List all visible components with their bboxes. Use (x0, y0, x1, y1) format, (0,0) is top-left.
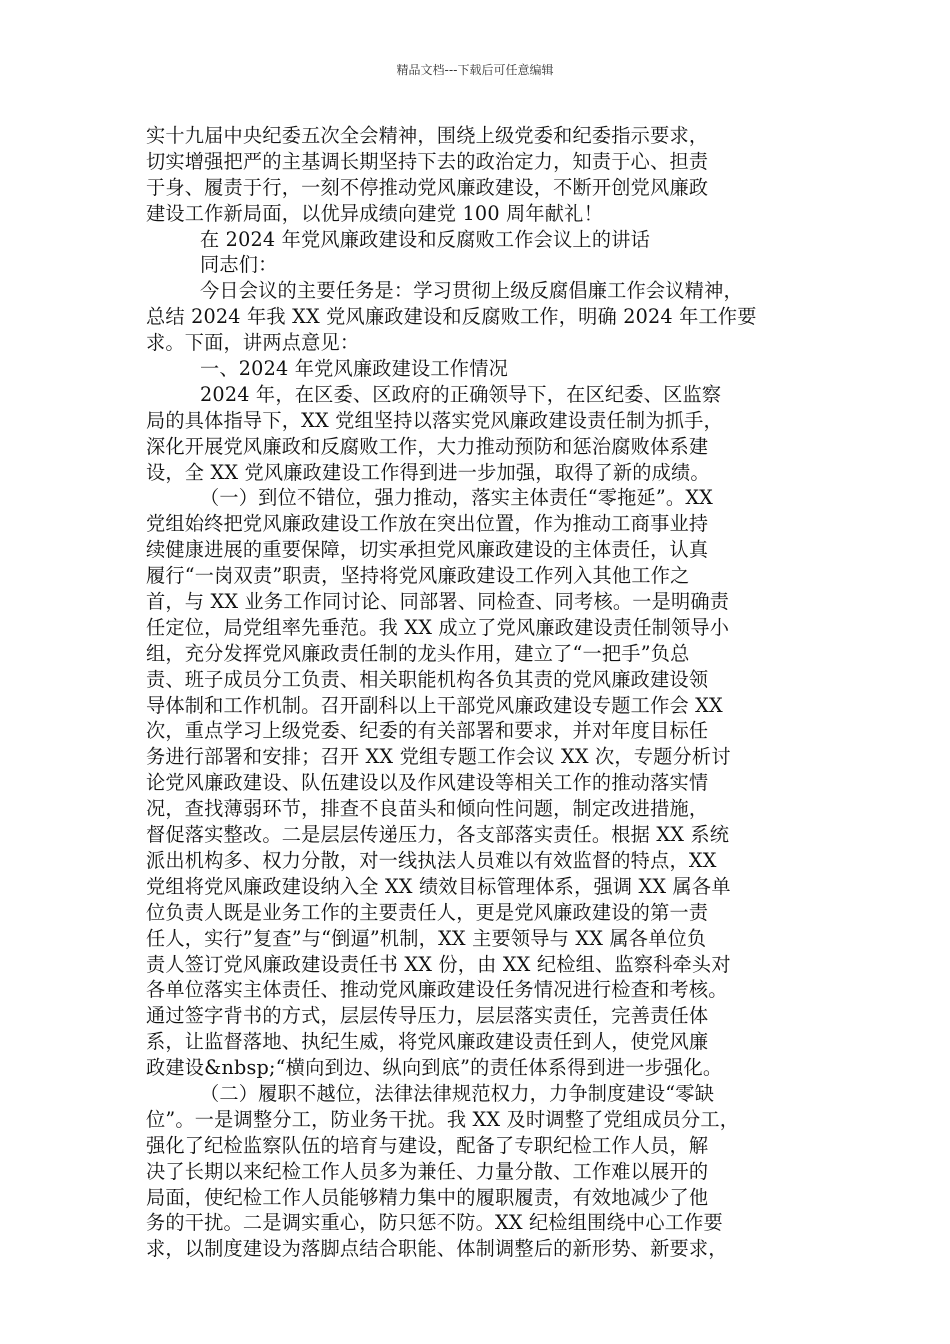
text-line: 建设工作新局面，以优异成绩向建党 100 周年献礼！ (146, 201, 603, 225)
text-line: 求，以制度建设为落脚点结合职能、体制调整后的新形势、新要求， (146, 1237, 728, 1261)
text-line: 今日会议的主要任务是：学习贯彻上级反腐倡廉工作会议精神， (200, 279, 743, 303)
text-line: 党组始终把党风廉政建设工作放在突出位置，作为推动工商事业持 (146, 512, 709, 536)
text-line: 党组将党风廉政建设纳入全 XX 绩效目标管理体系，强调 XX 属各单 (146, 874, 731, 898)
text-line: 次，重点学习上级党委、纪委的有关部署和要求，并对年度目标任 (146, 719, 709, 743)
text-line: 任定位，局党组率先垂范。我 XX 成立了党风廉政建设责任制领导小 (146, 615, 730, 639)
text-line: 务的干扰。二是调实重心，防只惩不防。XX 纪检组围绕中心工作要 (146, 1211, 723, 1235)
text-line: 强化了纪检监察队伍的培育与建设，配备了专职纪检工作人员，解 (146, 1133, 709, 1157)
text-line: 任人，实行”复查”与“倒逼”机制，XX 主要领导与 XX 属各单位负 (146, 926, 707, 950)
text-line: 责、班子成员分工负责、相关职能机构各负其责的党风廉政建设领 (146, 667, 709, 691)
text-line: 续健康进展的重要保障，切实承担党风廉政建设的主体责任，认真 (146, 538, 709, 562)
text-line: 务进行部署和安排；召开 XX 党组专题工作会议 XX 次，专题分析讨 (146, 745, 731, 769)
text-line: 2024 年，在区委、区政府的正确领导下，在区纪委、区监察 (200, 382, 722, 406)
text-line: 总结 2024 年我 XX 党风廉政建设和反腐败工作，明确 2024 年工作要 (146, 305, 757, 329)
text-line: 系，让监督落地、执纪生威，将党风廉政建设责任到人，使党风廉 (146, 1030, 709, 1054)
speech-title: 在 2024 年党风廉政建设和反腐败工作会议上的讲话 (200, 227, 650, 251)
subsection-line: （二）履职不越位，法律法律规范权力，力争制度建设“零缺 (200, 1081, 715, 1105)
page-header: 精品文档---下载后可任意编辑 (396, 63, 554, 77)
text-line: 切实增强把严的主基调长期坚持下去的政治定力，知责于心、担责 (146, 149, 709, 173)
document-body (146, 123, 826, 1262)
text-line: 督促落实整改。二是层层传递压力，各支部落实责任。根据 XX 系统 (146, 823, 730, 847)
salutation: 同志们： (200, 253, 278, 277)
text-line: 位”。一是调整分工，防业务干扰。我 XX 及时调整了党组成员分工， (146, 1107, 740, 1131)
text-line: 于身、履责于行，一刻不停推动党风廉政建设，不断开创党风廉政 (146, 175, 709, 199)
section-heading: 一、2024 年党风廉政建设工作情况 (200, 357, 508, 381)
text-line: 首，与 XX 业务工作同讨论、同部署、同检查、同考核。一是明确责 (146, 590, 730, 614)
text-line: 深化开展党风廉政和反腐败工作，大力推动预防和惩治腐败体系建 (146, 434, 709, 458)
subsection-line: （一）到位不错位，强力推动，落实主体责任“零拖延”。XX (200, 486, 714, 510)
text-line: 实十九届中央纪委五次全会精神，围绕上级党委和纪委指示要求， (146, 124, 709, 147)
text-line: 设，全 XX 党风廉政建设工作得到进一步加强，取得了新的成绩。 (146, 460, 710, 484)
text-line: 导体制和工作机制。召开副科以上干部党风廉政建设专题工作会 XX (146, 693, 723, 717)
text-line: 通过签字背书的方式，层层传导压力，层层落实责任，完善责任体 (146, 1004, 709, 1028)
text-line: 决了长期以来纪检工作人员多为兼任、力量分散、工作难以展开的 (146, 1159, 709, 1183)
text-line: 位负责人既是业务工作的主要责任人，更是党风廉政建设的第一责 (146, 900, 709, 924)
text-line: 局的具体指导下，XX 党组坚持以落实党风廉政建设责任制为抓手， (146, 408, 723, 432)
text-line: 责人签订党风廉政建设责任书 XX 份，由 XX 纪检组、监察科牵头对 (146, 952, 731, 976)
text-line: 各单位落实主体责任、推动党风廉政建设任务情况进行检查和考核。 (146, 978, 728, 1002)
text-line: 局面，使纪检工作人员能够精力集中的履职履责，有效地减少了他 (146, 1185, 709, 1209)
text-line: 履行“一岗双责”职责，坚持将党风廉政建设工作列入其他工作之 (146, 564, 690, 588)
text-line: 派出机构多、权力分散，对一线执法人员难以有效监督的特点，XX (146, 848, 717, 872)
text-line: 论党风廉政建设、队伍建设以及作风建设等相关工作的推动落实情 (146, 771, 709, 795)
text-line: 况，查找薄弱环节，排查不良苗头和倾向性问题，制定改进措施， (146, 797, 709, 821)
text-line: 政建设&nbsp;“横向到边、纵向到底”的责任体系得到进一步强化。 (146, 1056, 723, 1080)
text-line: 组，充分发挥党风廉政责任制的龙头作用，建立了“一把手”负总 (146, 641, 690, 665)
text-line: 求。下面，讲两点意见： (146, 331, 360, 355)
